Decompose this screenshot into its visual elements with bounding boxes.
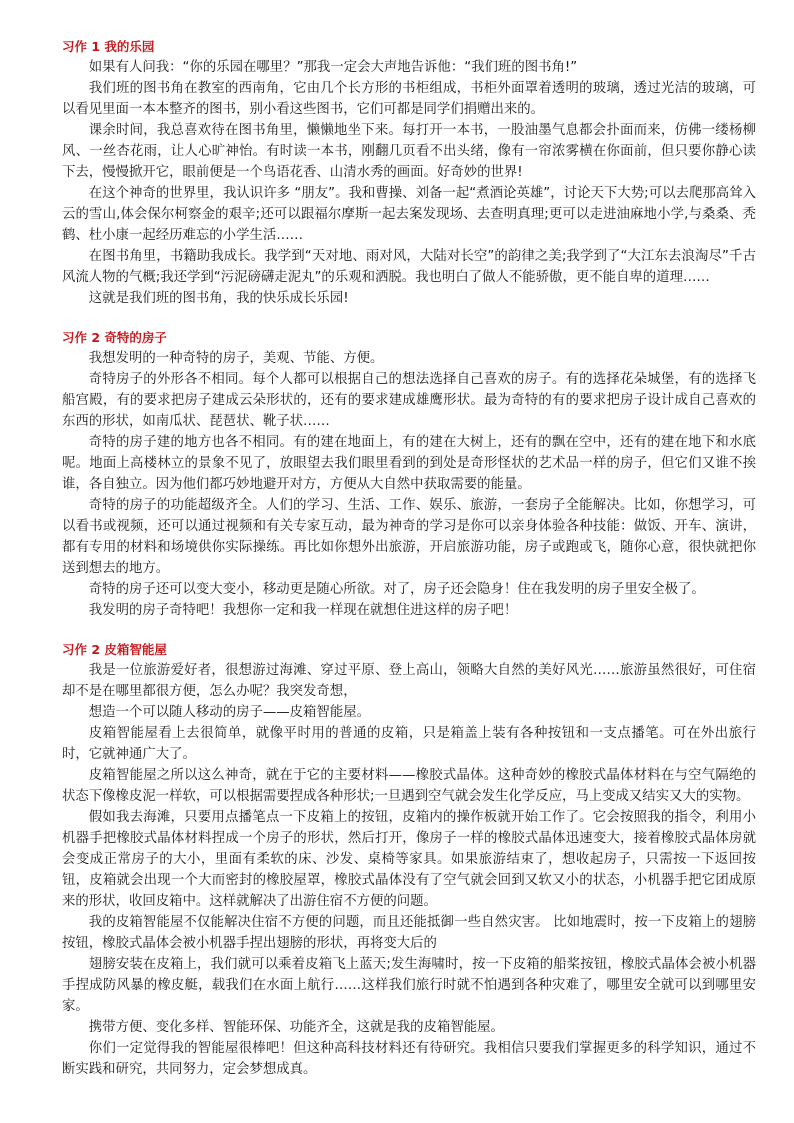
paragraph: 课余时间，我总喜欢待在图书角里，懒懒地坐下来。每打开一本书，一股油墨气息都会扑面而来，仿佛一缕杨柳风、一丝杏花雨，让人心旷神怡。有时读一本书，刚翻几页看不出头绪，像有一帘浓雾横在你面前，但只要你静心读下去，慢慢掀开它，眼前便是一个鸟语花香、山清水秀的画面。好奇妙的世界! bbox=[62, 123, 756, 180]
paragraph: 皮箱智能屋之所以这么神奇，就在于它的主要材料——橡胶式晶体。这种奇妙的橡胶式晶体材料在与空气隔绝的状态下像橡皮泥一样软，可以根据需要捏成各种形状;一旦遇到空气就会发生化学反应，马上变成又结实又大的实物。 bbox=[62, 768, 756, 804]
essay-strange-house bbox=[62, 327, 756, 621]
paragraph: 我发明的房子奇特吧！我想你一定和我一样现在就想住进这样的房子吧！ bbox=[88, 603, 518, 618]
paragraph: 皮箱智能屋看上去很简单，就像平时用的普通的皮箱，只是箱盖上装有各种按钮和一支点播笔。可在外出旅行时，它就神通广大了。 bbox=[62, 726, 756, 762]
paragraph: 我想发明的一种奇特的房子，美观、节能、方便。 bbox=[88, 351, 384, 366]
paragraph: 这就是我们班的图书角，我的快乐成长乐园! bbox=[88, 291, 349, 306]
essay-my-paradise bbox=[62, 36, 756, 309]
paragraph: 我们班的图书角在教室的西南角，它由几个长方形的书柜组成，书柜外面罩着透明的玻璃，透过光洁的玻璃，可以看见里面一本本整齐的图书，别小看这些图书，它们可都是同学们捐赠出来的。 bbox=[62, 81, 756, 117]
paragraph: 我是一位旅游爱好者，很想游过海滩、穿过平原、登上高山，领略大自然的美好风光……旅游虽然很好，可住宿却不是在哪里都很方便，怎么办呢？我突发奇想， bbox=[62, 663, 756, 699]
paragraph: 如果有人问我：“你的乐园在哪里？”那我一定会大声地告诉他：“我们班的图书角!” bbox=[88, 60, 578, 75]
essay-title: 习作 1 我的乐园 bbox=[62, 39, 155, 54]
paragraph: 翅膀安装在皮箱上，我们就可以乘着皮箱飞上蓝天;发生海啸时，按一下皮箱的船桨按钮，橡胶式晶体会被小机器手捏成防风暴的橡皮艇，载我们在水面上航行……这样我们旅行时就不怕遇到各种灾难了，哪里安全就可以到哪里安家。 bbox=[62, 957, 756, 1014]
paragraph: 假如我去海滩，只要用点播笔点一下皮箱上的按钮，皮箱内的操作板就开始工作了。它会按照我的指令，利用小机器手把橡胶式晶体材料捏成一个房子的形状，然后打开，像房子一样的橡胶式晶体迅速变大，接着橡胶式晶体房就会变成正常房子的大小，里面有柔软的床、沙发、桌椅等家具。如果旅游结束了，想收起房子，只需按一下返回按钮，皮箱就会出现一个大而密封的橡胶屋罩，橡胶式晶体没有了空气就会回到又软又小的状态，小机器手把它团成原来的形状，收回皮箱中。这样就解决了出游住宿不方便的问题。 bbox=[62, 810, 756, 909]
paragraph: 携带方便、变化多样、智能环保、功能齐全，这就是我的皮箱智能屋。 bbox=[88, 1020, 504, 1035]
paragraph: 在图书角里，书籍助我成长。我学到“天对地、雨对风，大陆对长空”的韵律之美;我学到了“大江东去浪淘尽”千古风流人物的气概;我还学到“污泥磅礴走泥丸”的乐观和洒脱。我也明白了做人不能骄傲，更不能自卑的道理…… bbox=[62, 249, 756, 285]
paragraph: 在这个神奇的世界里，我认识许多 “朋友”。我和曹操、刘备一起“煮酒论英雄”，讨论天下大势;可以去爬那高耸入云的雪山,体会保尔柯察金的艰辛;还可以跟福尔摩斯一起去案发现场、去查明真理;更可以走进油麻地小学,与桑桑、秃鹤、杜小康一起经历难忘的小学生活…… bbox=[62, 186, 756, 243]
paragraph: 奇特的房子的功能超级齐全。人们的学习、生活、工作、娱乐、旅游，一套房子全能解决。比如，你想学习，可以看书或视频，还可以通过视频和有关专家互动，最为神奇的学习是你可以亲身体验各种技能：做饭、开车、演讲，都有专用的材料和场境供你实际操练。再比如你想外出旅游，开启旅游功能，房子或跑或飞，随你心意，很快就把你送到想去的地方。 bbox=[62, 498, 756, 576]
paragraph: 奇特的房子还可以变大变小，移动更是随心所欲。对了，房子还会隐身！住在我发明的房子里安全极了。 bbox=[88, 582, 705, 597]
paragraph: 想造一个可以随人移动的房子——皮箱智能屋。 bbox=[88, 705, 370, 720]
paragraph: 奇特房子的外形各不相同。每个人都可以根据自己的想法选择自己喜欢的房子。有的选择花朵城堡，有的选择飞船宫殿，有的要求把房子建成云朵形状的，还有的要求建成雄鹰形状。最为奇特的有的要求把房子设计成自己喜欢的东西的形状，如南瓜状、琵琶状、靴子状…… bbox=[62, 372, 756, 429]
essay-title: 习作 2 奇特的房子 bbox=[62, 330, 167, 345]
essay-suitcase-smart-house bbox=[62, 639, 756, 1080]
essay-title: 习作 2 皮箱智能屋 bbox=[62, 642, 167, 657]
paragraph: 我的皮箱智能屋不仅能解决住宿不方便的问题，而且还能抵御一些自然灾害。 比如地震时，按一下皮箱上的翅膀按钮，橡胶式晶体会被小机器手捏出翅膀的形状，再将变大后的 bbox=[62, 915, 756, 951]
paragraph: 奇特的房子建的地方也各不相同。有的建在地面上，有的建在大树上，还有的飘在空中，还有的建在地下和水底呢。地面上高楼林立的景象不见了，放眼望去我们眼里看到的到处是奇形怪状的艺术品一样的房子，但它们又谁不挨谁，各自独立。因为他们都巧妙地避开对方，方便从大自然中获取需要的能量。 bbox=[62, 435, 756, 492]
paragraph: 你们一定觉得我的智能屋很棒吧！但这种高科技材料还有待研究。我相信只要我们掌握更多的科学知识，通过不断实践和研究，共同努力，定会梦想成真。 bbox=[62, 1041, 756, 1077]
